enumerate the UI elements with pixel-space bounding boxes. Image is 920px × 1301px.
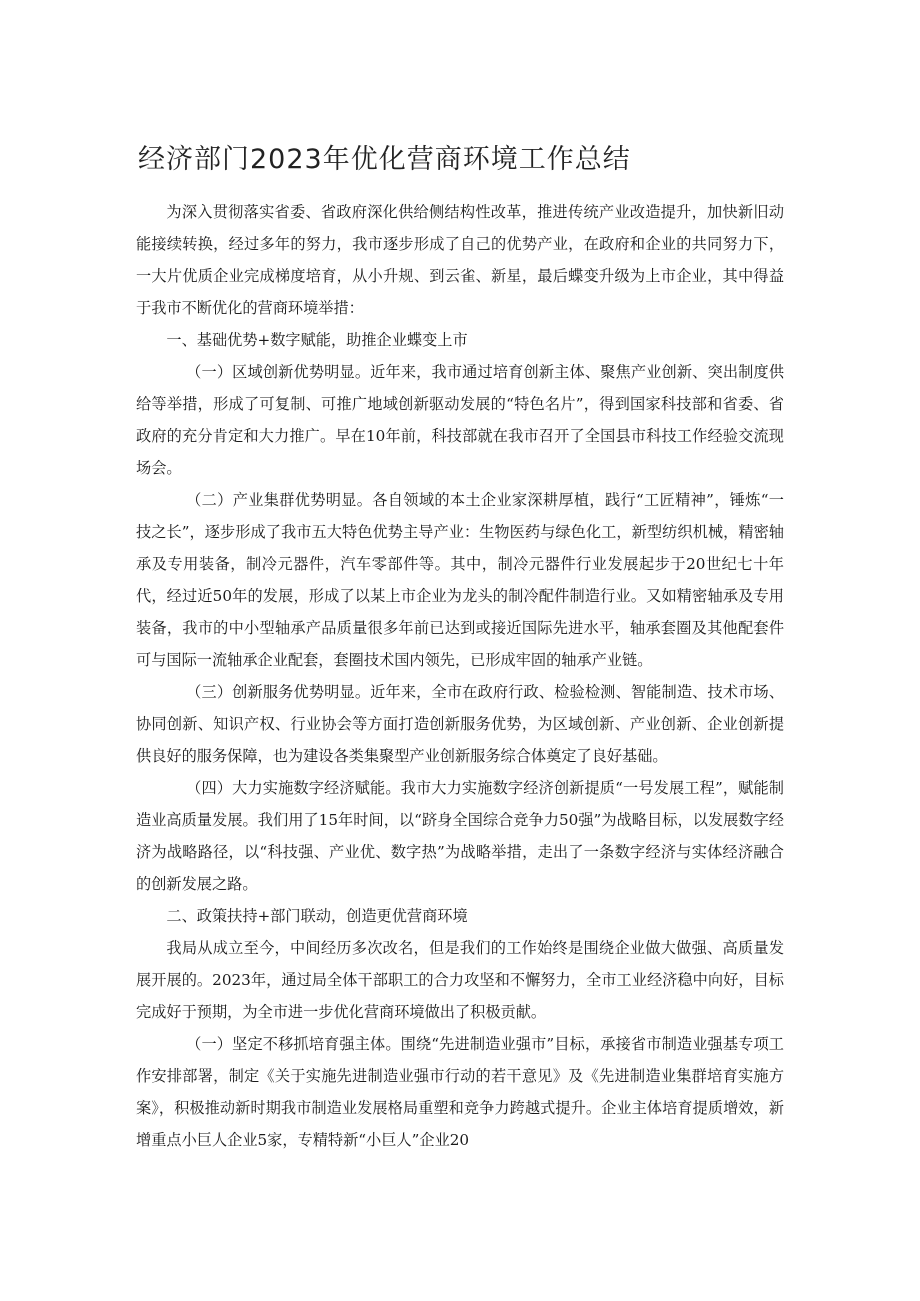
paragraph-1-1: （一）区域创新优势明显。近年来，我市通过培育创新主体、聚焦产业创新、突出制度供给等举措，形成了可复制、可推广地域创新驱动发展的“特色名片”，得到国家科技部和省委、省政府的充分肯定和大力推广。早在10年前，科技部就在我市召开了全国县市科技工作经验交流现场会。: [136, 363, 784, 477]
section-heading-2: 二、政策扶持+部门联动，创造更优营商环境: [166, 907, 468, 925]
paragraph-2-intro: 我局从成立至今，中间经历多次改名，但是我们的工作始终是围绕企业做大做强、高质量发展开展的。2023年，通过局全体干部职工的合力攻坚和不懈努力，全市工业经济稳中向好，目标完成好于预期，为全市进一步优化营商环境做出了积极贡献。: [136, 939, 784, 1021]
paragraph-1-3: （三）创新服务优势明显。近年来，全市在政府行政、检验检测、智能制造、技术市场、协同创新、知识产权、行业协会等方面打造创新服务优势，为区域创新、产业创新、企业创新提供良好的服务保障，也为建设各类集聚型产业创新服务综合体奠定了良好基础。: [136, 683, 784, 765]
paragraph-1-2: （二）产业集群优势明显。各自领域的本土企业家深耕厚植，践行“工匠精神”，锤炼“一技之长”，逐步形成了我市五大特色优势主导产业：生物医药与绿色化工，新型纺织机械，精密轴承及专用装备，制冷元器件，汽车零部件等。其中，制冷元器件行业发展起步于20世纪七十年代，经过近50年的发展，形成了以某上市企业为龙头的制冷配件制造行业。又如精密轴承及专用装备，我市的中小型轴承产品质量很多年前已达到或接近国际先进水平，轴承套圈及其他配套件可与国际一流轴承企业配套，套圈技术国内领先，已形成牢固的轴承产业链。: [136, 491, 784, 669]
paragraph-1-4: （四）大力实施数字经济赋能。我市大力实施数字经济创新提质“一号发展工程”，赋能制造业高质量发展。我们用了15年时间，以“跻身全国综合竞争力50强”为战略目标，以发展数字经济为战略路径，以“科技强、产业优、数字热”为战略举措，走出了一条数字经济与实体经济融合的创新发展之路。: [136, 779, 784, 893]
document-title: 经济部门2023年优化营商环境工作总结: [138, 144, 631, 175]
document-body: [136, 196, 784, 1156]
intro-paragraph: 为深入贯彻落实省委、省政府深化供给侧结构性改革，推进传统产业改造提升，加快新旧动能接续转换，经过多年的努力，我市逐步形成了自己的优势产业，在政府和企业的共同努力下，一大片优质企业完成梯度培育，从小升规、到云雀、新星，最后蝶变升级为上市企业，其中得益于我市不断优化的营商环境举措：: [136, 203, 784, 317]
section-heading-1: 一、基础优势+数字赋能，助推企业蝶变上市: [166, 331, 468, 349]
paragraph-2-1: （一）坚定不移抓培育强主体。围绕“先进制造业强市”目标，承接省市制造业强基专项工作安排部署，制定《关于实施先进制造业强市行动的若干意见》及《先进制造业集群培育实施方案》，积极推动新时期我市制造业发展格局重塑和竞争力跨越式提升。企业主体培育提质增效，新增重点小巨人企业5家，专精特新“小巨人”企业20: [136, 1035, 784, 1149]
